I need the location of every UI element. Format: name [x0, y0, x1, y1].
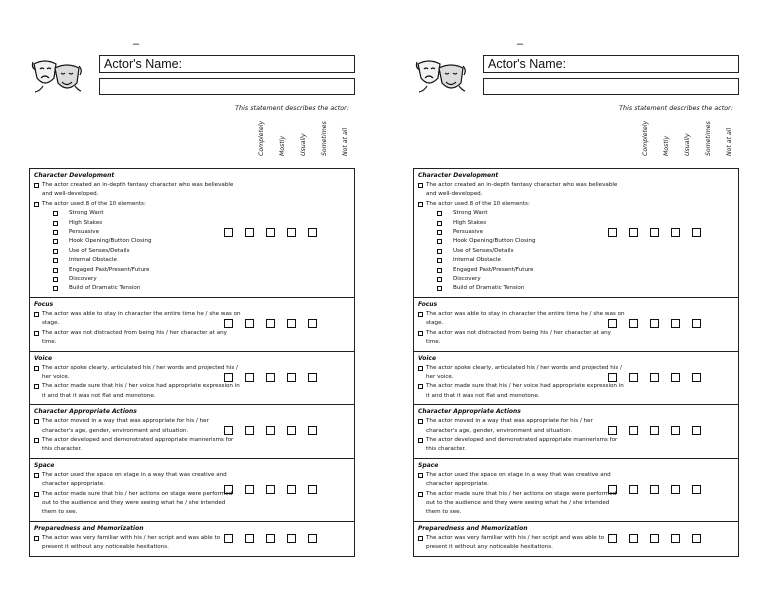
criterion-item — [34, 417, 241, 436]
rating-checkbox[interactable] — [287, 373, 296, 382]
rating-checkbox[interactable] — [671, 228, 680, 237]
element-item — [34, 266, 241, 275]
rating-checkbox[interactable] — [224, 485, 233, 494]
criterion-item — [418, 490, 625, 518]
criterion-text: The actor made sure that his / her voice had appropriate expression in it and that it was not flat and monotone. — [42, 383, 240, 399]
rating-checkbox[interactable] — [629, 485, 638, 494]
bullet-checkbox-icon — [418, 384, 423, 389]
section-title: Character Development — [34, 172, 115, 179]
bullet-checkbox-icon — [34, 366, 39, 371]
element-text: Build of Dramatic Tension — [69, 285, 141, 292]
bullet-checkbox-icon — [437, 268, 442, 273]
actor-name-label: Actor's Name: — [104, 57, 183, 71]
element-text: Hook Opening/Button Closing — [453, 238, 536, 245]
criterion-item — [34, 436, 241, 455]
rating-checkbox[interactable] — [224, 426, 233, 435]
rubric-row — [414, 169, 738, 298]
element-item — [34, 209, 241, 218]
criterion-item — [418, 382, 625, 401]
criterion-text: The actor moved in a way that was appropriate for his / her character's age, gender, environment and situation. — [42, 418, 209, 434]
criterion-item — [34, 181, 241, 200]
criterion-text: The actor was not distracted from being his / her character at any time. — [426, 329, 611, 346]
element-text: Hook Opening/Button Closing — [69, 238, 152, 245]
element-item — [418, 247, 625, 256]
rubric-row — [414, 405, 738, 459]
criteria-text — [30, 169, 245, 297]
section-title: Character Appropriate Actions — [34, 408, 137, 416]
rubric-row — [30, 298, 354, 352]
rating-checkbox[interactable] — [287, 485, 296, 494]
element-item — [418, 256, 625, 265]
rubric-row — [30, 352, 354, 406]
rating-checkbox[interactable] — [671, 534, 680, 543]
column-header-label: Usually — [684, 133, 691, 156]
bullet-checkbox-icon — [418, 331, 423, 336]
element-item — [34, 256, 241, 265]
criterion-item — [418, 310, 625, 329]
rating-checkbox[interactable] — [671, 485, 680, 494]
rating-checkbox[interactable] — [224, 319, 233, 328]
criterion-text: The actor made sure that his / her voice had appropriate expression in it and that it was not flat and monotone. — [426, 383, 624, 399]
element-text: Use of Senses/Details — [69, 247, 130, 254]
criteria-text — [414, 522, 629, 556]
rating-checkbox[interactable] — [608, 426, 617, 435]
bullet-checkbox-icon — [437, 286, 442, 291]
criterion-item — [34, 200, 241, 209]
rubric-sheet-left — [29, 0, 355, 594]
rating-checkbox[interactable] — [266, 228, 275, 237]
column-header-label: Sometimes — [321, 121, 328, 156]
element-item — [34, 228, 241, 237]
criterion-item — [34, 382, 241, 401]
bullet-checkbox-icon — [53, 221, 58, 226]
criterion-item — [418, 417, 625, 436]
rating-checkbox[interactable] — [608, 534, 617, 543]
rating-checkbox[interactable] — [671, 426, 680, 435]
section-title: Focus — [34, 300, 54, 308]
bullet-checkbox-icon — [34, 536, 39, 541]
column-header-label: Not at all — [342, 127, 349, 156]
criteria-text — [414, 352, 629, 405]
rating-checkbox[interactable] — [608, 373, 617, 382]
bullet-checkbox-icon — [34, 202, 39, 207]
column-header-label: Not at all — [726, 127, 733, 156]
rating-checkbox[interactable] — [287, 426, 296, 435]
bullet-checkbox-icon — [34, 473, 39, 478]
rubric-row — [30, 459, 354, 522]
actor-name-label-box — [99, 55, 355, 73]
section-title: Character Development — [418, 172, 499, 179]
column-header-label: Mostly — [279, 135, 286, 156]
section-title: Character Appropriate Actions — [418, 408, 521, 416]
bullet-checkbox-icon — [34, 384, 39, 389]
criterion-item — [34, 364, 241, 383]
bullet-checkbox-icon — [418, 536, 423, 541]
section-title: Focus — [418, 300, 438, 308]
element-text: Discovery — [453, 276, 481, 283]
rating-checkbox[interactable] — [629, 534, 638, 543]
criterion-item — [418, 471, 625, 490]
rating-checkbox[interactable] — [266, 426, 275, 435]
criterion-text: The actor used the space on stage in a way that was creative and character appropriate. — [426, 471, 611, 488]
rubric-sheet-right — [413, 0, 739, 594]
bullet-checkbox-icon — [34, 183, 39, 188]
section-title: Voice — [418, 354, 437, 362]
criteria-text — [414, 169, 629, 297]
element-text: Internal Obstacle — [69, 257, 117, 264]
section-title: Preparedness and Memorization — [418, 524, 528, 532]
rating-checkbox[interactable] — [224, 373, 233, 382]
bullet-checkbox-icon — [53, 268, 58, 273]
rating-checkbox[interactable] — [245, 534, 254, 543]
element-text: Strong Want — [453, 210, 488, 217]
bullet-checkbox-icon — [418, 492, 423, 497]
element-item — [418, 209, 625, 218]
actor-name-field[interactable] — [99, 78, 355, 95]
criterion-item — [34, 471, 241, 490]
element-item — [418, 275, 625, 284]
bullet-checkbox-icon — [437, 230, 442, 235]
rubric-row — [30, 169, 354, 298]
element-text: High Stakes — [69, 219, 103, 226]
element-item — [34, 284, 241, 293]
bullet-checkbox-icon — [53, 286, 58, 291]
rating-checkbox[interactable] — [650, 228, 659, 237]
bullet-checkbox-icon — [418, 438, 423, 443]
element-item — [418, 284, 625, 293]
criterion-item — [34, 534, 241, 553]
bullet-checkbox-icon — [437, 211, 442, 216]
criterion-item — [418, 364, 625, 383]
rating-checkbox[interactable] — [629, 426, 638, 435]
criterion-item — [34, 490, 241, 518]
rating-checkbox[interactable] — [308, 373, 317, 382]
rating-checkbox[interactable] — [266, 319, 275, 328]
rating-checkbox[interactable] — [629, 373, 638, 382]
bullet-checkbox-icon — [418, 366, 423, 371]
rating-checkbox[interactable] — [308, 228, 317, 237]
rating-checkbox[interactable] — [308, 534, 317, 543]
criterion-text: The actor created an in-depth fantasy character who was believable and well-developed. — [42, 182, 234, 198]
criterion-text: The actor moved in a way that was appropriate for his / her character's age, gender, environment and situation. — [426, 418, 593, 434]
bullet-checkbox-icon — [418, 202, 423, 207]
criterion-text: The actor spoke clearly, articulated his / her words and projected his / her voice. — [426, 364, 622, 380]
column-header-label: Sometimes — [705, 121, 712, 156]
bullet-checkbox-icon — [418, 183, 423, 188]
bullet-checkbox-icon — [418, 473, 423, 478]
criterion-text: The actor spoke clearly, articulated his / her words and projected his / her voice. — [42, 364, 238, 380]
element-text: Internal Obstacle — [453, 257, 501, 264]
element-text: Use of Senses/Details — [453, 247, 514, 254]
rating-checkbox[interactable] — [692, 228, 701, 237]
bullet-checkbox-icon — [34, 492, 39, 497]
criterion-text: The actor was very familiar with his / her script and was able to present it without any noticeable hesitations. — [42, 534, 221, 551]
bullet-checkbox-icon — [437, 221, 442, 226]
bullet-checkbox-icon — [437, 249, 442, 254]
criterion-item — [418, 329, 625, 348]
criterion-text: The actor used 8 of the 10 elements: — [426, 200, 530, 207]
rating-checkbox[interactable] — [692, 373, 701, 382]
column-header-label: Completely — [642, 120, 649, 156]
element-item — [418, 228, 625, 237]
element-text: Persuasive — [69, 229, 100, 236]
rating-checkbox[interactable] — [671, 319, 680, 328]
rubric-row — [30, 405, 354, 459]
element-item — [418, 219, 625, 228]
rating-checkbox[interactable] — [266, 534, 275, 543]
rating-checkbox[interactable] — [224, 228, 233, 237]
criteria-text — [30, 522, 245, 556]
rating-checkbox[interactable] — [287, 534, 296, 543]
bullet-checkbox-icon — [418, 419, 423, 424]
bullet-checkbox-icon — [53, 277, 58, 282]
rating-checkbox[interactable] — [692, 485, 701, 494]
actor-name-field[interactable] — [483, 78, 739, 95]
criterion-item — [418, 534, 625, 553]
top-dash: – — [133, 38, 140, 50]
element-text: High Stakes — [453, 219, 487, 226]
element-item — [34, 219, 241, 228]
rating-checkbox[interactable] — [650, 319, 659, 328]
rating-checkbox[interactable] — [650, 534, 659, 543]
rubric-row — [30, 522, 354, 556]
statement-caption: This statement describes the actor: — [619, 105, 733, 112]
rating-checkbox[interactable] — [692, 426, 701, 435]
rating-checkbox[interactable] — [287, 228, 296, 237]
rating-checkbox[interactable] — [608, 319, 617, 328]
criterion-text: The actor used 8 of the 10 elements: — [42, 200, 146, 207]
statement-caption: This statement describes the actor: — [235, 105, 349, 112]
section-title: Preparedness and Memorization — [34, 524, 144, 532]
criterion-text: The actor was very familiar with his / her script and was able to present it without any noticeable hesitations. — [426, 534, 605, 551]
criteria-text — [30, 405, 245, 458]
theater-masks-icon — [31, 56, 83, 96]
bullet-checkbox-icon — [437, 258, 442, 263]
element-text: Engaged Past/Present/Future — [453, 266, 534, 273]
rating-checkbox[interactable] — [308, 319, 317, 328]
rating-checkbox[interactable] — [671, 373, 680, 382]
element-text: Engaged Past/Present/Future — [69, 266, 150, 273]
bullet-checkbox-icon — [53, 258, 58, 263]
element-item — [34, 247, 241, 256]
column-header-label: Usually — [300, 133, 307, 156]
rating-checkbox[interactable] — [245, 319, 254, 328]
rating-checkbox[interactable] — [308, 485, 317, 494]
rubric-row — [414, 459, 738, 522]
rating-checkbox[interactable] — [308, 426, 317, 435]
criterion-text: The actor was not distracted from being his / her character at any time. — [42, 329, 227, 346]
rating-checkbox[interactable] — [650, 373, 659, 382]
section-title: Voice — [34, 354, 53, 362]
bullet-checkbox-icon — [34, 438, 39, 443]
criteria-text — [414, 298, 629, 351]
criterion-text: The actor developed and demonstrated appropriate mannerisms for this character. — [42, 436, 234, 453]
criterion-item — [418, 200, 625, 209]
theater-masks-icon — [415, 56, 467, 96]
bullet-checkbox-icon — [34, 419, 39, 424]
section-title: Space — [418, 461, 439, 469]
rating-checkbox[interactable] — [224, 534, 233, 543]
rating-checkbox[interactable] — [629, 228, 638, 237]
rating-checkbox[interactable] — [245, 426, 254, 435]
rating-checkbox[interactable] — [629, 319, 638, 328]
element-text: Build of Dramatic Tension — [453, 285, 525, 292]
criterion-text: The actor used the space on stage in a way that was creative and character appropriate. — [42, 471, 227, 488]
actor-name-label-box — [483, 55, 739, 73]
bullet-checkbox-icon — [34, 312, 39, 317]
bullet-checkbox-icon — [34, 331, 39, 336]
rating-checkbox[interactable] — [266, 373, 275, 382]
rating-checkbox[interactable] — [266, 485, 275, 494]
rubric-table — [413, 168, 739, 557]
rating-checkbox[interactable] — [245, 228, 254, 237]
criterion-item — [34, 310, 241, 329]
actor-name-label: Actor's Name: — [488, 57, 567, 71]
criterion-text: The actor made sure that his / her actions on stage were performed out to the audience and they were seeing what he / she intended them to see. — [426, 490, 617, 516]
criteria-text — [414, 405, 629, 458]
criterion-text: The actor was able to stay in character the entire time he / she was on stage. — [426, 310, 625, 327]
rubric-row — [414, 522, 738, 556]
element-item — [418, 266, 625, 275]
rating-checkbox[interactable] — [650, 426, 659, 435]
rating-checkbox[interactable] — [608, 228, 617, 237]
bullet-checkbox-icon — [53, 249, 58, 254]
element-text: Persuasive — [453, 229, 484, 236]
criterion-item — [34, 329, 241, 348]
element-text: Discovery — [69, 276, 97, 283]
criterion-text: The actor developed and demonstrated appropriate mannerisms for this character. — [426, 436, 618, 453]
rating-checkbox[interactable] — [287, 319, 296, 328]
criterion-text: The actor created an in-depth fantasy character who was believable and well-developed. — [426, 182, 618, 198]
element-item — [418, 237, 625, 246]
rating-checkbox[interactable] — [692, 319, 701, 328]
rubric-row — [414, 352, 738, 406]
criterion-item — [418, 181, 625, 200]
bullet-checkbox-icon — [53, 239, 58, 244]
rating-checkbox[interactable] — [650, 485, 659, 494]
rubric-row — [414, 298, 738, 352]
criterion-text: The actor made sure that his / her actions on stage were performed out to the audience and they were seeing what he / she intended them to see. — [42, 490, 233, 516]
rating-checkbox[interactable] — [245, 485, 254, 494]
rating-checkbox[interactable] — [608, 485, 617, 494]
rating-checkbox[interactable] — [245, 373, 254, 382]
element-item — [34, 275, 241, 284]
column-header-label: Mostly — [663, 135, 670, 156]
top-dash: – — [517, 38, 524, 50]
bullet-checkbox-icon — [53, 230, 58, 235]
criteria-text — [30, 298, 245, 351]
column-header-label: Completely — [258, 120, 265, 156]
element-item — [34, 237, 241, 246]
rubric-table — [29, 168, 355, 557]
bullet-checkbox-icon — [53, 211, 58, 216]
criterion-text: The actor was able to stay in character the entire time he / she was on stage. — [42, 310, 241, 327]
bullet-checkbox-icon — [437, 239, 442, 244]
bullet-checkbox-icon — [418, 312, 423, 317]
criterion-item — [418, 436, 625, 455]
bullet-checkbox-icon — [437, 277, 442, 282]
section-title: Space — [34, 461, 55, 469]
criteria-text — [30, 352, 245, 405]
element-text: Strong Want — [69, 210, 104, 217]
criteria-text — [30, 459, 245, 521]
criteria-text — [414, 459, 629, 521]
rating-checkbox[interactable] — [692, 534, 701, 543]
